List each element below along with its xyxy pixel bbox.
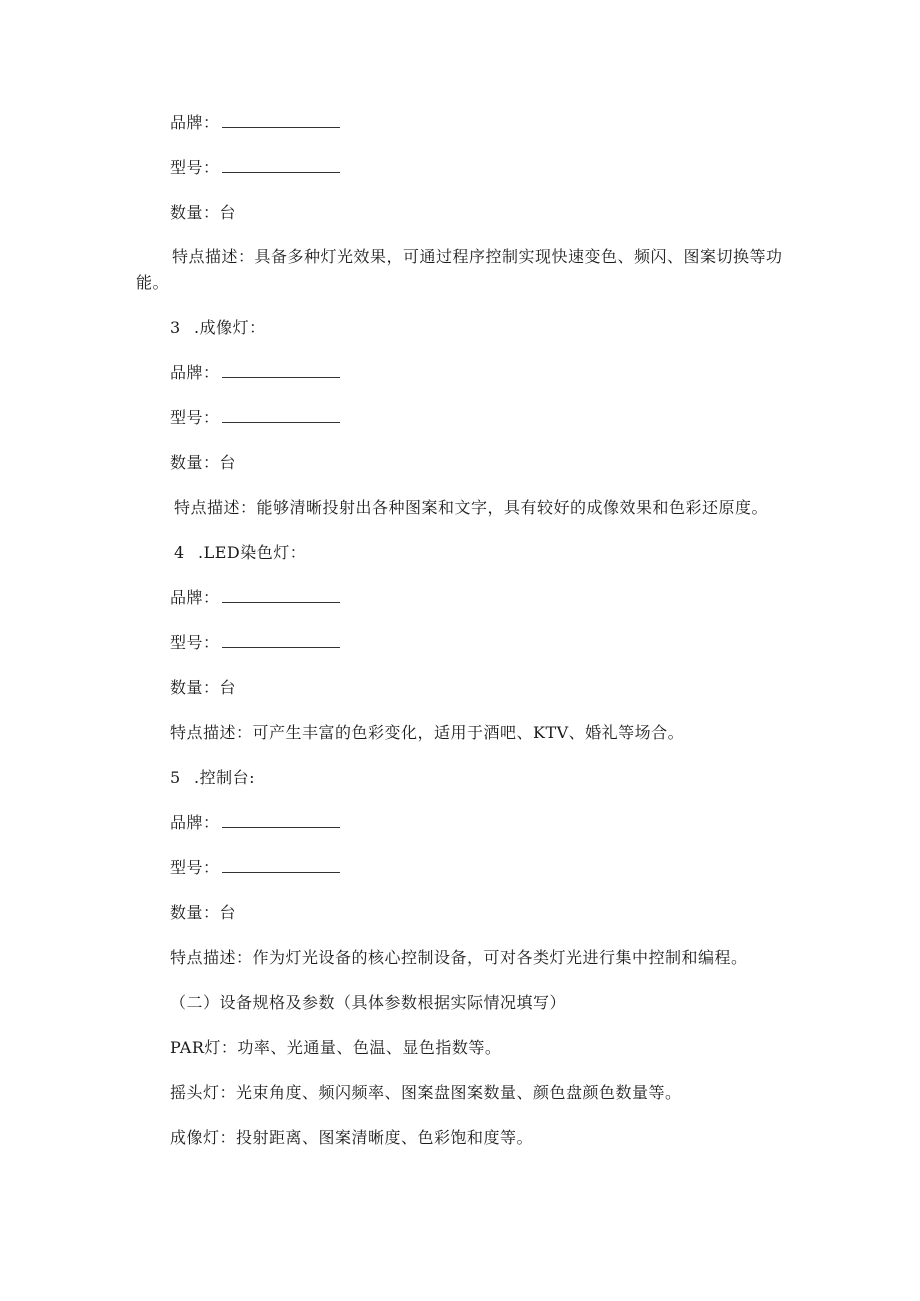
- brand-line: [170, 812, 340, 834]
- brand-line: [170, 362, 340, 384]
- brand-field[interactable]: [222, 588, 340, 603]
- model-line: [170, 857, 340, 879]
- quantity-line: 数量：台: [170, 678, 237, 697]
- model-line: [170, 157, 340, 179]
- spec-imaging: 成像灯：投射距离、图案清晰度、色彩饱和度等。: [170, 1128, 534, 1147]
- model-line: [170, 632, 340, 654]
- model-label: 型号：: [170, 158, 220, 177]
- model-field[interactable]: [222, 633, 340, 648]
- brand-field[interactable]: [222, 363, 340, 378]
- model-line: [170, 407, 340, 429]
- section-heading: [174, 542, 306, 564]
- spec-moving-head: 摇头灯：光束角度、频闪频率、图案盘图案数量、颜色盘颜色数量等。: [170, 1083, 682, 1102]
- brand-label: 品牌：: [170, 363, 220, 382]
- brand-line: [170, 587, 340, 609]
- model-field[interactable]: [222, 158, 340, 173]
- section-number: 4: [174, 543, 185, 562]
- model-label: 型号：: [170, 858, 220, 877]
- section-number: 3: [170, 318, 181, 337]
- brand-field[interactable]: [222, 813, 340, 828]
- feature-description: 特点描述：可产生丰富的色彩变化，适用于酒吧、KTV、婚礼等场合。: [170, 723, 685, 742]
- brand-label: 品牌：: [170, 588, 220, 607]
- spec-par: PAR灯：功率、光通量、色温、显色指数等。: [170, 1038, 502, 1057]
- quantity-line: 数量：台: [170, 453, 237, 472]
- brand-label: 品牌：: [170, 813, 220, 832]
- model-label: 型号：: [170, 408, 220, 427]
- quantity-line: 数量：台: [170, 203, 237, 222]
- brand-line: [170, 112, 340, 134]
- model-label: 型号：: [170, 633, 220, 652]
- section-heading: [170, 317, 266, 339]
- feature-description: 特点描述：作为灯光设备的核心控制设备，可对各类灯光进行集中控制和编程。: [170, 948, 748, 967]
- brand-label: 品牌：: [170, 113, 220, 132]
- specs-heading: （二）设备规格及参数（具体参数根据实际情况填写）: [170, 993, 567, 1012]
- brand-field[interactable]: [222, 113, 340, 128]
- section-title: .控制台:: [194, 768, 255, 787]
- section-heading: [170, 767, 255, 789]
- feature-description: 特点描述：具备多种灯光效果，可通过程序控制实现快速变色、频闪、图案切换等功能。: [136, 247, 783, 292]
- section-title: .成像灯：: [194, 318, 266, 337]
- model-field[interactable]: [222, 408, 340, 423]
- section-title: .LED染色灯：: [198, 543, 307, 562]
- quantity-line: 数量：台: [170, 903, 237, 922]
- model-field[interactable]: [222, 858, 340, 873]
- section-number: 5: [170, 768, 181, 787]
- feature-description: 特点描述：能够清晰投射出各种图案和文字，具有较好的成像效果和色彩还原度。: [174, 498, 769, 517]
